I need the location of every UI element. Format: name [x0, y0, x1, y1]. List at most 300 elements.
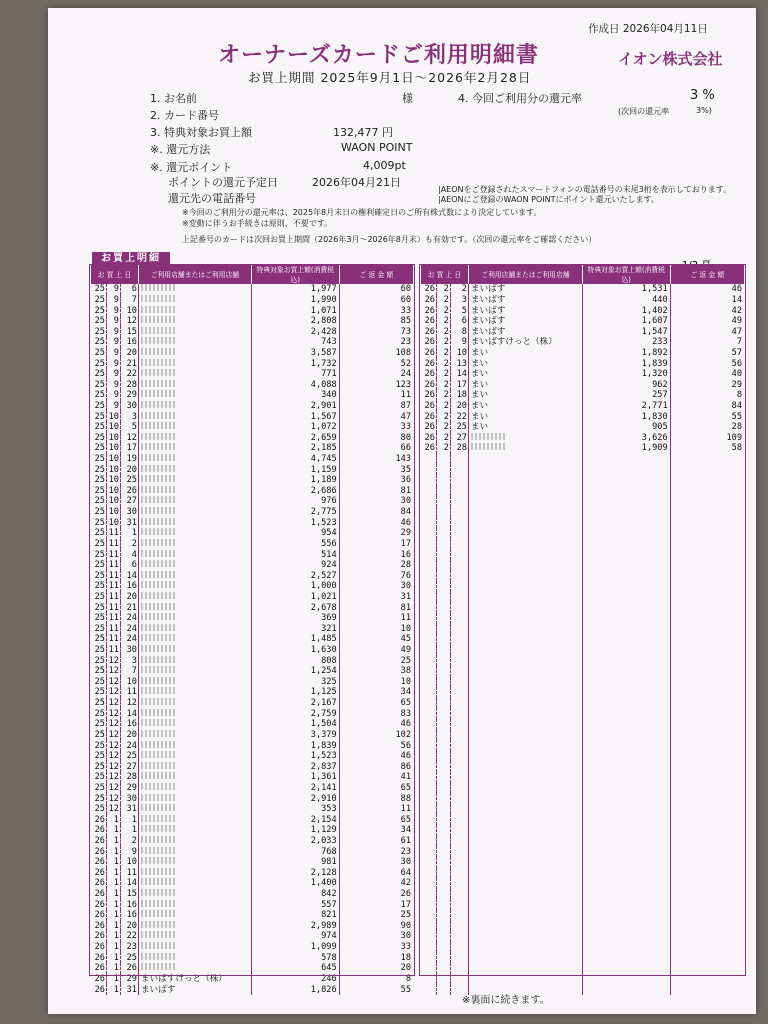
cell-year: 26 [424, 358, 435, 369]
cell-month: 10 [106, 464, 120, 475]
cell-day: 31 [120, 984, 138, 995]
cell-month: 10 [106, 411, 120, 422]
cell-points: 30 [339, 496, 413, 507]
cell-month: 9 [106, 369, 120, 380]
cell-amount: 1,189 [251, 475, 339, 486]
cell-points: 11 [339, 804, 413, 815]
cell-day: 31 [120, 804, 138, 815]
cell-month: 2 [436, 401, 450, 412]
cell-month: 1 [106, 974, 120, 985]
cell-points: 81 [339, 602, 413, 613]
cell-year: 25 [94, 729, 105, 740]
cell-amount: 4,745 [251, 454, 339, 465]
cell-day: 12 [120, 698, 138, 709]
cell-amount: 2,167 [251, 698, 339, 709]
cell-month: 12 [106, 804, 120, 815]
cell-month: 11 [106, 570, 120, 581]
cell-store: まいばすけっと（株） [138, 974, 251, 985]
cell-amount: 1,523 [251, 751, 339, 762]
cell-month: 2 [436, 369, 450, 380]
cell-amount: 1,523 [251, 517, 339, 528]
cell-month: 12 [106, 655, 120, 666]
cell-store: まいばす [468, 305, 582, 316]
cell-day: 20 [450, 401, 468, 412]
cell-points: 49 [670, 316, 744, 327]
cell-year: 25 [94, 740, 105, 751]
cell-amount: 1,072 [251, 422, 339, 433]
cell-store: まい [468, 401, 582, 412]
cell-points: 18 [339, 952, 413, 963]
cell-month: 2 [436, 433, 450, 444]
cell-year: 26 [424, 443, 435, 454]
return-points-value: 4,009pt [363, 159, 406, 172]
cell-points: 83 [339, 708, 413, 719]
cell-month: 11 [106, 581, 120, 592]
cell-amount: 1,125 [251, 687, 339, 698]
cell-day: 1 [120, 528, 138, 539]
cell-month: 11 [106, 549, 120, 560]
cell-day: 22 [450, 411, 468, 422]
rate-value: 3 % [690, 88, 715, 103]
cell-month: 9 [106, 305, 120, 316]
cell-day: 20 [120, 592, 138, 603]
cell-points: 17 [339, 899, 413, 910]
cell-points: 38 [339, 666, 413, 677]
cell-amount: 1,909 [582, 443, 670, 454]
cell-year: 25 [94, 782, 105, 793]
cell-year: 25 [94, 804, 105, 815]
cell-year: 26 [424, 284, 435, 295]
cell-year: 25 [94, 369, 105, 380]
cell-points: 30 [339, 931, 413, 942]
cell-day: 1 [120, 825, 138, 836]
cell-amount: 1,320 [582, 369, 670, 380]
cell-points: 26 [339, 889, 413, 900]
cell-month: 9 [106, 326, 120, 337]
cell-amount: 3,587 [251, 348, 339, 359]
cell-day: 3 [120, 411, 138, 422]
cell-amount: 974 [251, 931, 339, 942]
cell-amount: 2,808 [251, 316, 339, 327]
cell-day: 5 [120, 422, 138, 433]
cell-month: 1 [106, 952, 120, 963]
cell-month: 1 [106, 857, 120, 868]
cell-store: まい [468, 348, 582, 359]
cell-year: 25 [94, 496, 105, 507]
cell-day: 9 [120, 846, 138, 857]
cell-day: 30 [120, 645, 138, 656]
cell-points: 46 [339, 751, 413, 762]
cell-year: 25 [94, 634, 105, 645]
cell-amount: 905 [582, 422, 670, 433]
cell-month: 9 [106, 337, 120, 348]
cell-amount: 233 [582, 337, 670, 348]
cell-year: 26 [424, 379, 435, 390]
cell-month: 11 [106, 634, 120, 645]
cell-year: 26 [424, 369, 435, 380]
cell-day: 10 [120, 305, 138, 316]
cell-points: 10 [339, 677, 413, 688]
cell-day: 27 [120, 496, 138, 507]
cell-points: 65 [339, 783, 413, 794]
cell-amount: 976 [251, 496, 339, 507]
cell-points: 29 [339, 528, 413, 539]
cell-day: 1 [120, 814, 138, 825]
left-table-frame [89, 264, 415, 976]
created-date: 作成日 2026年04月11日 [588, 23, 708, 35]
cell-year: 25 [94, 401, 105, 411]
note-2: ※変動に伴うお手続きは原則、不要です。 [182, 219, 333, 228]
cell-points: 11 [339, 613, 413, 624]
cell-day: 22 [120, 369, 138, 380]
col-points: ご 返 金 額 [339, 264, 413, 284]
cell-points: 41 [339, 772, 413, 783]
cell-day: 28 [120, 379, 138, 390]
cell-store: まい [468, 379, 582, 390]
cell-day: 15 [120, 326, 138, 337]
cell-month: 1 [106, 825, 120, 836]
next-rate-value: 3%) [696, 106, 712, 115]
cell-amount: 1,361 [251, 772, 339, 783]
cell-day: 29 [120, 783, 138, 794]
cell-month: 12 [106, 698, 120, 709]
cell-day: 25 [120, 952, 138, 963]
label-card-number: 2. カード番号 [150, 109, 219, 122]
cell-year: 26 [424, 326, 435, 337]
cell-points: 36 [339, 475, 413, 486]
cell-amount: 768 [251, 846, 339, 857]
name-suffix: 様 [402, 92, 413, 105]
col-amount: 特典対象お買上額(消費税込) [582, 264, 670, 284]
cell-store: まい [468, 369, 582, 380]
cell-points: 29 [670, 379, 744, 390]
cell-year: 25 [94, 676, 105, 687]
cell-day: 2 [120, 836, 138, 847]
cell-year: 26 [424, 422, 435, 433]
cell-points: 42 [339, 878, 413, 889]
label-rate: 4. 今回ご利用分の還元率 [458, 92, 582, 105]
cell-year: 25 [94, 538, 105, 549]
cell-month: 2 [436, 443, 450, 454]
cell-points: 40 [670, 369, 744, 380]
cell-year: 25 [94, 305, 105, 316]
cell-year: 25 [94, 602, 105, 613]
cell-month: 1 [106, 846, 120, 857]
cell-day: 16 [120, 910, 138, 921]
cell-points: 109 [670, 433, 744, 444]
cell-store: まいばす [468, 284, 582, 295]
cell-month: 2 [436, 348, 450, 359]
cell-amount: 1,021 [251, 592, 339, 603]
cell-amount: 771 [251, 369, 339, 380]
cell-amount: 340 [251, 390, 339, 401]
cell-month: 12 [106, 761, 120, 772]
cell-year: 25 [94, 560, 105, 571]
cell-amount: 321 [251, 624, 339, 635]
cell-day: 20 [120, 921, 138, 932]
cell-day: 10 [450, 348, 468, 359]
cell-amount: 2,141 [251, 783, 339, 794]
cell-day: 20 [120, 730, 138, 741]
cell-points: 8 [339, 974, 413, 985]
cell-month: 2 [436, 284, 450, 295]
cell-month: 10 [106, 422, 120, 433]
cell-month: 12 [106, 666, 120, 677]
cell-amount: 743 [251, 337, 339, 348]
cell-month: 1 [106, 921, 120, 932]
col-store: ご利用店舗またはご利用店舗 [468, 264, 582, 284]
cell-year: 26 [424, 411, 435, 422]
eligible-amount-value: 132,477 円 [333, 126, 393, 139]
cell-day: 11 [120, 687, 138, 698]
cell-month: 10 [106, 496, 120, 507]
cell-year: 25 [94, 772, 105, 783]
cell-points: 30 [339, 857, 413, 868]
cell-year: 25 [94, 411, 105, 422]
cell-month: 2 [436, 390, 450, 401]
cell-year: 25 [94, 326, 105, 337]
cell-day: 7 [120, 666, 138, 677]
cell-amount: 3,626 [582, 433, 670, 444]
cell-amount [582, 984, 670, 995]
cell-day: 9 [450, 337, 468, 348]
cell-month [436, 984, 450, 995]
cell-month: 9 [106, 295, 120, 306]
cell-day: 16 [120, 337, 138, 348]
cell-year: 26 [424, 390, 435, 401]
cell-year: 25 [94, 316, 105, 327]
cell-points: 47 [339, 411, 413, 422]
cell-day: 16 [120, 581, 138, 592]
cell-day: 30 [120, 793, 138, 804]
cell-amount: 257 [582, 390, 670, 401]
cell-day: 24 [120, 624, 138, 635]
cell-year: 25 [94, 337, 105, 348]
cell-month: 9 [106, 379, 120, 390]
cell-month: 1 [106, 836, 120, 847]
cell-month: 10 [106, 454, 120, 465]
cell-day: 25 [120, 475, 138, 486]
phone-note-2: |AEONにご登録のWAON POINTにポイント還元いたします。 [438, 195, 659, 204]
cell-amount: 842 [251, 889, 339, 900]
cell-year: 26 [424, 401, 435, 411]
cell-amount: 962 [582, 379, 670, 390]
cell-points: 47 [670, 326, 744, 337]
purchase-period: お買上期間 2025年9月1日～2026年2月28日 [248, 70, 532, 85]
cell-amount: 1,000 [251, 581, 339, 592]
cell-day: 21 [120, 602, 138, 613]
cell-points: 60 [339, 295, 413, 306]
cell-amount: 4,088 [251, 379, 339, 390]
cell-amount: 924 [251, 560, 339, 571]
cell-points: 24 [339, 369, 413, 380]
cell-amount: 821 [251, 910, 339, 921]
note-1: ※今回のご利用分の還元率は、2025年8月末日の権利確定日のご所有株式数により決定しています。 [182, 208, 542, 217]
cell-day: 17 [450, 379, 468, 390]
cell-day: 30 [120, 507, 138, 518]
cell-points: 25 [339, 655, 413, 666]
cell-day: 25 [450, 422, 468, 433]
cell-year: 25 [94, 613, 105, 624]
cell-year: 26 [424, 432, 435, 443]
cell-year: 26 [424, 316, 435, 327]
cell-amount: 1,129 [251, 825, 339, 836]
cell-day: 12 [120, 433, 138, 444]
cell-day: 24 [120, 634, 138, 645]
cell-points: 28 [339, 560, 413, 571]
cell-amount: 2,775 [251, 507, 339, 518]
cell-day: 12 [120, 316, 138, 327]
cell-year: 26 [94, 973, 105, 984]
cell-year: 25 [94, 347, 105, 358]
cell-year: 25 [94, 655, 105, 666]
cell-points: 25 [339, 910, 413, 921]
cell-month: 2 [436, 337, 450, 348]
cell-year: 25 [94, 666, 105, 677]
cell-year: 25 [94, 358, 105, 369]
cell-amount: 1,990 [251, 295, 339, 306]
note-3: 上記番号のカードは次回お買上期間（2026年3月～2026年8月末）も有効です。（次回の還元率をご確認ください） [182, 235, 597, 244]
cell-day: 13 [450, 358, 468, 369]
cell-amount: 808 [251, 655, 339, 666]
next-rate-label: (次回の還元率 [618, 107, 670, 116]
cell-amount: 1,839 [251, 740, 339, 751]
cell-amount: 1,630 [251, 645, 339, 656]
continued-note: ※裏面に続きます。 [462, 995, 550, 1006]
cell-year: 25 [94, 422, 105, 433]
cell-amount: 556 [251, 539, 339, 550]
cell-amount: 2,686 [251, 486, 339, 497]
cell-month: 10 [106, 507, 120, 518]
cell-day: 24 [120, 613, 138, 624]
cell-year: 25 [94, 570, 105, 581]
cell-month: 9 [106, 390, 120, 401]
cell-year: 25 [94, 454, 105, 465]
cell-points: 65 [339, 814, 413, 825]
cell-points: 45 [339, 634, 413, 645]
cell-month: 2 [436, 422, 450, 433]
cell-points: 20 [339, 963, 413, 974]
cell-points: 42 [670, 305, 744, 316]
cell-day: 20 [120, 464, 138, 475]
cell-year: 25 [94, 379, 105, 390]
cell-amount: 325 [251, 677, 339, 688]
cell-year: 25 [94, 390, 105, 401]
cell-day: 7 [120, 295, 138, 306]
cell-day: 24 [120, 740, 138, 751]
cell-month: 2 [436, 379, 450, 390]
phone-note-1: |AEONをご登録されたスマートフォンの電話番号の末尾3桁を表示しております。 [438, 185, 732, 194]
cell-points: 102 [339, 730, 413, 741]
cell-points: 64 [339, 868, 413, 879]
cell-year: 26 [94, 963, 105, 974]
cell-amount: 1,504 [251, 719, 339, 730]
cell-year: 26 [94, 889, 105, 900]
cell-year: 25 [94, 751, 105, 762]
cell-month: 11 [106, 613, 120, 624]
cell-points: 84 [339, 507, 413, 518]
cell-points: 80 [339, 433, 413, 444]
cell-year: 25 [94, 284, 105, 295]
cell-amount: 1,099 [251, 942, 339, 953]
cell-year: 25 [94, 793, 105, 804]
cell-day: 3 [450, 295, 468, 306]
cell-year: 25 [94, 528, 105, 539]
cell-month: 9 [106, 358, 120, 369]
cell-day: 30 [120, 401, 138, 412]
cell-year: 25 [94, 443, 105, 454]
cell-day: 8 [450, 326, 468, 337]
cell-amount: 2,910 [251, 793, 339, 804]
cell-month: 2 [436, 316, 450, 327]
company-name: イオン株式会社 [618, 50, 723, 68]
return-date-value: 2026年04月21日 [312, 176, 401, 189]
document-title: オーナーズカードご利用明細書 [218, 43, 539, 68]
cell-points: 65 [339, 698, 413, 709]
col-amount: 特典対象お買上額(消費税込) [251, 264, 339, 284]
cell-points: 46 [339, 517, 413, 528]
cell-store: まいばす [468, 316, 582, 327]
cell-month: 2 [436, 358, 450, 369]
cell-amount: 2,678 [251, 602, 339, 613]
cell-month: 11 [106, 539, 120, 550]
cell-month: 2 [436, 305, 450, 316]
cell-year: 25 [94, 581, 105, 592]
cell-amount: 2,771 [582, 401, 670, 412]
cell-month: 11 [106, 592, 120, 603]
cell-day: 21 [120, 358, 138, 369]
cell-points: 46 [339, 719, 413, 730]
cell-month: 1 [106, 814, 120, 825]
cell-points: 61 [339, 836, 413, 847]
cell-year: 25 [94, 591, 105, 602]
cell-month: 1 [106, 868, 120, 879]
cell-store: まいばす [138, 984, 251, 995]
cell-points [670, 984, 744, 995]
cell-day: 29 [120, 390, 138, 401]
cell-day: 10 [120, 677, 138, 688]
cell-month: 1 [106, 889, 120, 900]
cell-year: 26 [94, 878, 105, 889]
cell-points: 31 [339, 592, 413, 603]
cell-year: 26 [94, 952, 105, 963]
cell-month: 1 [106, 910, 120, 921]
cell-amount: 2,989 [251, 921, 339, 932]
cell-year: 26 [94, 931, 105, 942]
cell-month: 12 [106, 687, 120, 698]
cell-amount: 2,901 [251, 401, 339, 412]
cell-points: 30 [339, 581, 413, 592]
cell-day: 18 [450, 390, 468, 401]
cell-year: 26 [94, 857, 105, 868]
cell-year: 26 [94, 814, 105, 825]
cell-points: 34 [339, 687, 413, 698]
cell-amount: 369 [251, 613, 339, 624]
cell-month: 2 [436, 326, 450, 337]
cell-day: 14 [450, 369, 468, 380]
col-date: お 買 上 日 [91, 264, 139, 284]
cell-month: 9 [106, 316, 120, 327]
cell-store: まい [468, 422, 582, 433]
cell-day: 27 [120, 761, 138, 772]
cell-amount: 2,128 [251, 868, 339, 879]
cell-amount: 1,607 [582, 316, 670, 327]
cell-month: 9 [106, 284, 120, 295]
cell-points: 49 [339, 645, 413, 656]
col-points: ご 返 金 額 [670, 264, 744, 284]
cell-points: 84 [670, 401, 744, 412]
cell-month: 12 [106, 730, 120, 741]
